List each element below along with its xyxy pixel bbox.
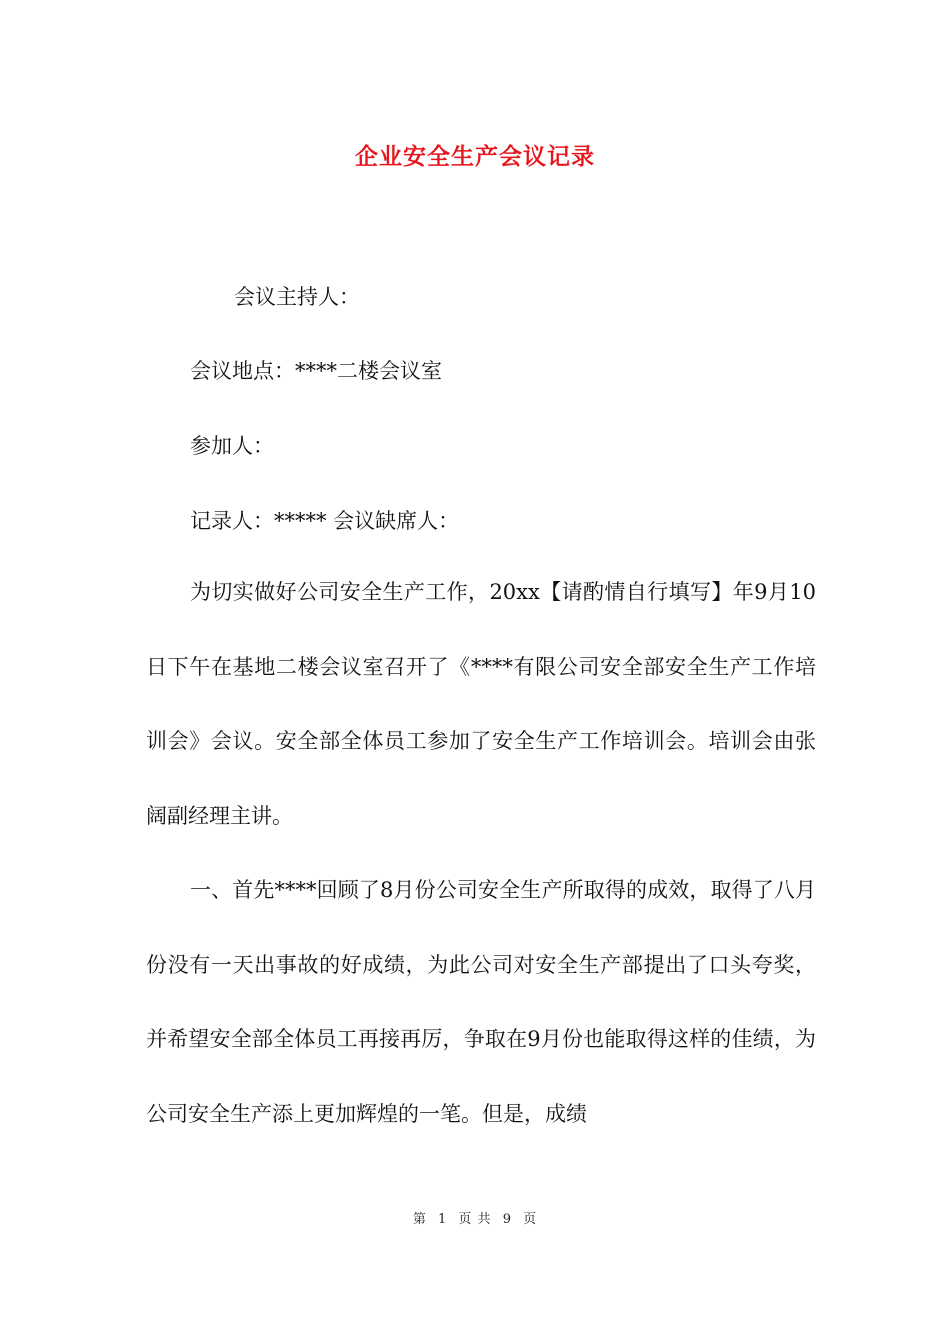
intro-paragraph: 为切实做好公司安全生产工作，20xx【请酌情自行填写】年9月10日下午在基地二楼会议室召开了《****有限公司安全部安全生产工作培训会》会议。安全部全体员工参加了安全生产工作培训会。培训会由张阔副经理主讲。 <box>146 580 816 828</box>
footer-total-pages: 9 <box>502 1212 512 1227</box>
footer-suffix: 页 <box>523 1212 538 1227</box>
document-title: 企业安全生产会议记录 <box>355 143 595 170</box>
footer-middle: 页 共 <box>458 1212 492 1227</box>
meeting-attendees-field: 参加人： <box>190 434 274 458</box>
page-footer <box>0 1208 950 1227</box>
footer-prefix: 第 <box>412 1212 427 1227</box>
meeting-recorder-field: 记录人：***** 会议缺席人： <box>190 509 460 533</box>
meeting-host-field: 会议主持人： <box>234 285 360 309</box>
meeting-location-field: 会议地点：****二楼会议室 <box>190 359 442 383</box>
section-one-paragraph: 一、首先****回顾了8月份公司安全生产所取得的成效，取得了八月份没有一天出事故的好成绩，为此公司对安全生产部提出了口头夸奖，并希望安全部全体员工再接再厉，争取在9月份也能取得这样的佳绩，为公司安全生产添上更加辉煌的一笔。但是，成绩 <box>146 878 816 1126</box>
footer-page-number: 1 <box>438 1212 448 1227</box>
